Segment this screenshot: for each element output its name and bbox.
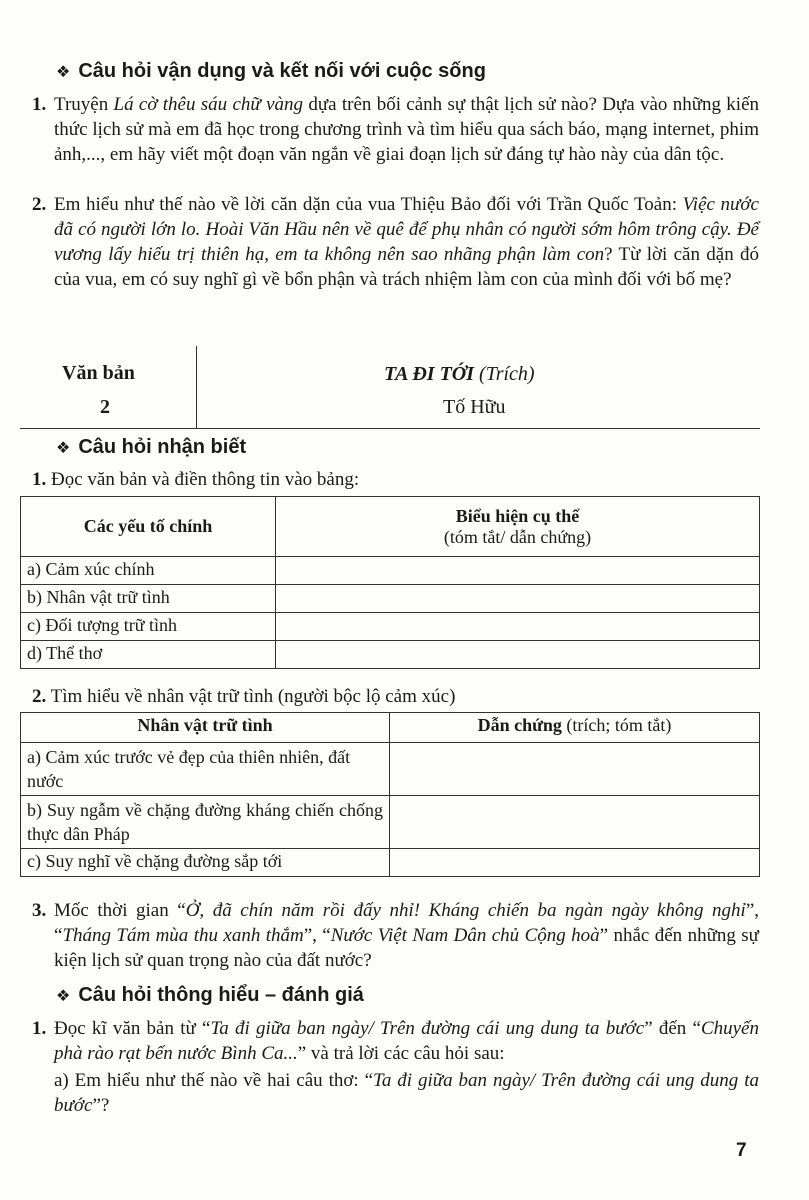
- table-row: a) Cảm xúc trước vẻ đẹp của thiên nhiên, đất nước: [21, 743, 390, 796]
- table-row: c) Suy nghĩ về chặng đường sắp tới: [21, 849, 390, 877]
- table2-header-evidence: Dẫn chứng (trích; tóm tắt): [390, 713, 760, 743]
- recognition-q1: 1. Đọc văn bản và điền thông tin vào bảng:: [32, 469, 360, 490]
- table-row: b) Nhân vật trữ tình: [21, 585, 276, 613]
- diamond-bullet-icon: ❖: [56, 440, 71, 457]
- comprehension-q1: 1. Đọc kĩ văn bản từ “Ta đi giữa ban ngày/ Trên đường cái ung dung ta bước” đến “Chuyến phà rào rạt bến nước Bình Ca...” và trả lời các câu hỏi sau:: [32, 1018, 759, 1064]
- table-row: a) Cảm xúc chính: [21, 557, 276, 585]
- diamond-bullet-icon: ❖: [56, 64, 71, 81]
- lyrical-character-table: [20, 712, 760, 877]
- table1-header-evidence: Biểu hiện cụ thể (tóm tắt/ dẫn chứng): [276, 497, 760, 557]
- text-number: 2: [100, 396, 110, 418]
- table-row: c) Đối tượng trữ tình: [21, 613, 276, 641]
- text-author: Tố Hữu: [443, 396, 506, 418]
- recognition-q3: 3. Mốc thời gian “Ở, đã chín năm rồi đấy nhỉ! Kháng chiến ba ngàn ngày không nghỉ”, “Tháng Tám mùa thu xanh thắm”, “Nước Việt Nam Dân chủ Cộng hoà” nhắc đến những sự kiện lịch sử quan trọng nào của đất nước?: [32, 900, 759, 971]
- section-heading-comprehension: ❖ Câu hỏi thông hiểu – đánh giá: [56, 984, 364, 1006]
- table2-header-character: Nhân vật trữ tình: [21, 713, 390, 743]
- comprehension-q1a: a) Em hiểu như thế nào về hai câu thơ: “Ta đi giữa ban ngày/ Trên đường cái ung dung ta bước”?: [54, 1070, 759, 1116]
- text-title: TA ĐI TỚI (Trích): [384, 363, 535, 385]
- header-rule: [20, 428, 760, 429]
- section-heading-application: ❖ Câu hỏi vận dụng và kết nối với cuộc sống: [56, 60, 486, 82]
- recognition-q2: 2. Tìm hiểu về nhân vật trữ tình (người bộc lộ cảm xúc): [32, 686, 456, 707]
- elements-table: [20, 496, 760, 669]
- question-2-application: 2. Em hiểu như thế nào về lời căn dặn của vua Thiệu Bảo đối với Trần Quốc Toản: Việc nước đã có người lớn lo. Hoài Văn Hầu nên về quê để phụ nhân có người sớm hôm trông cậy. Để vương lấy hiếu trị thiên hạ, em ta không nên sao nhãng phận làm con? Từ lời căn dặn đó của vua, em có suy nghĩ gì về bổn phận và trách nhiệm làm con của mình đối với bố mẹ?: [32, 194, 759, 290]
- answer-cell[interactable]: [390, 743, 760, 796]
- answer-cell[interactable]: [276, 557, 760, 585]
- answer-cell[interactable]: [390, 849, 760, 877]
- table-row: d) Thể thơ: [21, 641, 276, 669]
- question-1-application: 1. Truyện Lá cờ thêu sáu chữ vàng dựa trên bối cảnh sự thật lịch sử nào? Dựa vào những kiến thức lịch sử mà em đã học trong chương trình và tìm hiểu qua sách báo, mạng internet, phim ảnh,..., em hãy viết một đoạn văn ngắn về giai đoạn lịch sử đáng tự hào này của dân tộc.: [32, 94, 760, 165]
- table1-header-elements: Các yếu tố chính: [21, 497, 276, 557]
- header-divider: [196, 346, 197, 428]
- page-number: 7: [736, 1140, 747, 1161]
- answer-cell[interactable]: [276, 641, 760, 669]
- answer-cell[interactable]: [276, 613, 760, 641]
- text-label: Văn bản: [62, 362, 135, 384]
- section-heading-recognition: ❖ Câu hỏi nhận biết: [56, 436, 247, 458]
- answer-cell[interactable]: [276, 585, 760, 613]
- answer-cell[interactable]: [390, 796, 760, 849]
- diamond-bullet-icon: ❖: [56, 988, 71, 1005]
- table-row: b) Suy ngẫm về chặng đường kháng chiến chống thực dân Pháp: [21, 796, 390, 849]
